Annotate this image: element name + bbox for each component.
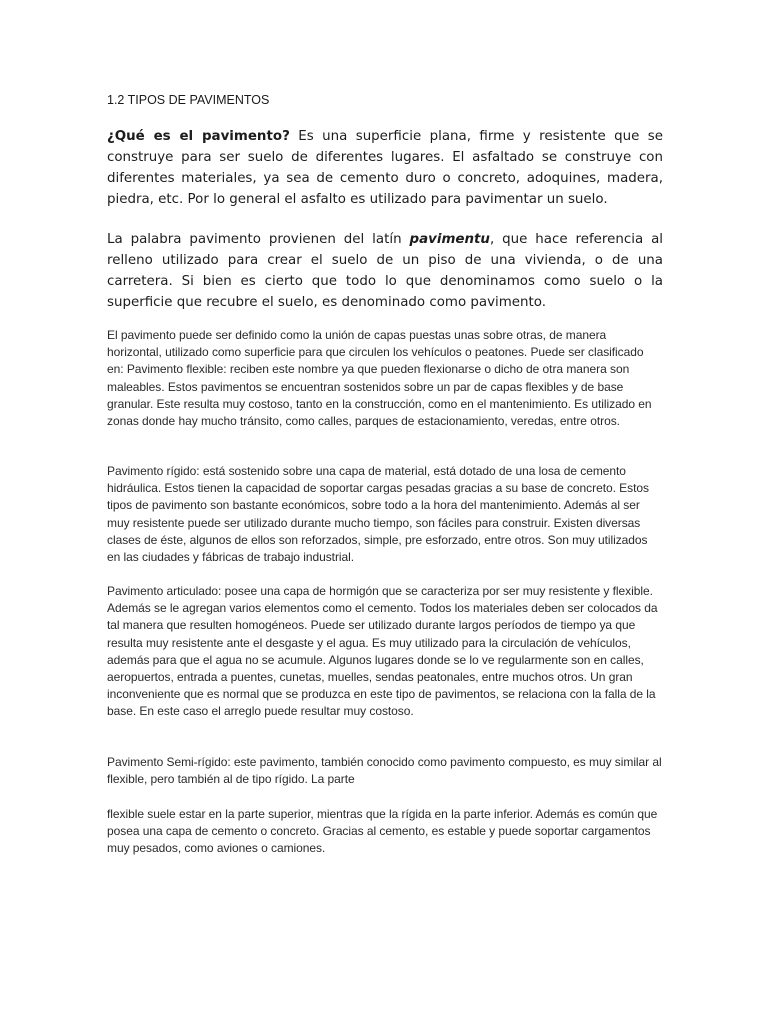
etymology-paragraph (107, 229, 663, 313)
paragraph-semi-rigid: Pavimento Semi-rígido: este pavimento, también conocido como pavimento compuesto, es muy similar al flexible, pero también al de tipo rígido. La parte (107, 755, 662, 787)
etymology-term: pavimentu (409, 232, 490, 247)
intro-answer: Es una superficie plana, firme y resistente que se construye para ser suelo de diferentes lugares. El asfaltado se construye con diferentes materiales, ya sea de cemento duro o concreto, adoquines, madera, piedra, etc. Por lo general el asfalto es utilizado para pavimentar un suelo. (107, 129, 663, 207)
paragraph-flexible: El pavimento puede ser definido como la unión de capas puestas unas sobre otras, de manera horizontal, utilizado como superficie para que circulen los vehículos o peatones. Puede ser clasificado en: Pavimento flexible: reciben este nombre ya que pueden flexionarse o dicho de otra manera son maleables. Estos pavimentos se encuentran sostenidos sobre un par de capas flexibles y de base granular. Este resulta muy costoso, tanto en la construcción, como en el mantenimiento. Es utilizado en zonas donde hay mucho tránsito, como calles, parques de estacionamiento, veredas, entre otros. (107, 328, 652, 429)
etymology-before: La palabra pavimento provienen del latín (107, 232, 410, 247)
paragraph-rigid: Pavimento rígido: está sostenido sobre una capa de material, está dotado de una losa de cemento hidráulica. Estos tienen la capacidad de soportar cargas pesadas gracias a su base de concreto. Estos tipos de pavimento son bastante económicos, sobre todo a la hora del mantenimiento. Además al ser muy resistente puede ser utilizado durante mucho tiempo, son fáciles para construir. Existen diversas clases de éste, algunos de ellos son reforzados, simple, pre esforzado, entre otros. Son muy utilizados en las ciudades y fábricas de trabajo industrial. (107, 464, 649, 565)
section-heading: 1.2 TIPOS DE PAVIMENTOS (107, 93, 270, 107)
paragraph-articulated: Pavimento articulado: posee una capa de hormigón que se caracteriza por ser muy resistente y flexible. Además se le agregan varios elementos como el cemento. Todos los materiales deben ser colocados da tal manera que resulten homogéneos. Puede ser utilizado durante largos períodos de tiempo ya que resulta muy resistente ante el desgaste y el agua. Es muy utilizado para la circulación de vehículos, además para que el agua no se acumule. Algunos lugares donde se lo ve regularmente son en calles, aeropuertos, entrada a puentes, cunetas, muelles, sendas peatonales, entre muchos otros. Un gran inconveniente que es normal que se produzca en este tipo de pavimentos, se relaciona con la falla de la base. En este caso el arreglo puede resultar muy costoso. (107, 584, 658, 719)
etymology-after: , que hace referencia al relleno utilizado para crear el suelo de un piso de una vivienda, o de una carretera. Si bien es cierto que todo lo que denominamos como suelo o la superficie que recubre el suelo, es denominado como pavimento. (107, 232, 663, 310)
intro-paragraph (107, 126, 663, 210)
paragraph-semi-rigid-continued: flexible suele estar en la parte superior, mientras que la rígida en la parte inferior. Además es común que posea una capa de cemento o concreto. Gracias al cemento, es estable y puede soportar cargamentos muy pesados, como aviones o camiones. (107, 807, 658, 856)
intro-question: ¿Qué es el pavimento? (107, 129, 290, 144)
